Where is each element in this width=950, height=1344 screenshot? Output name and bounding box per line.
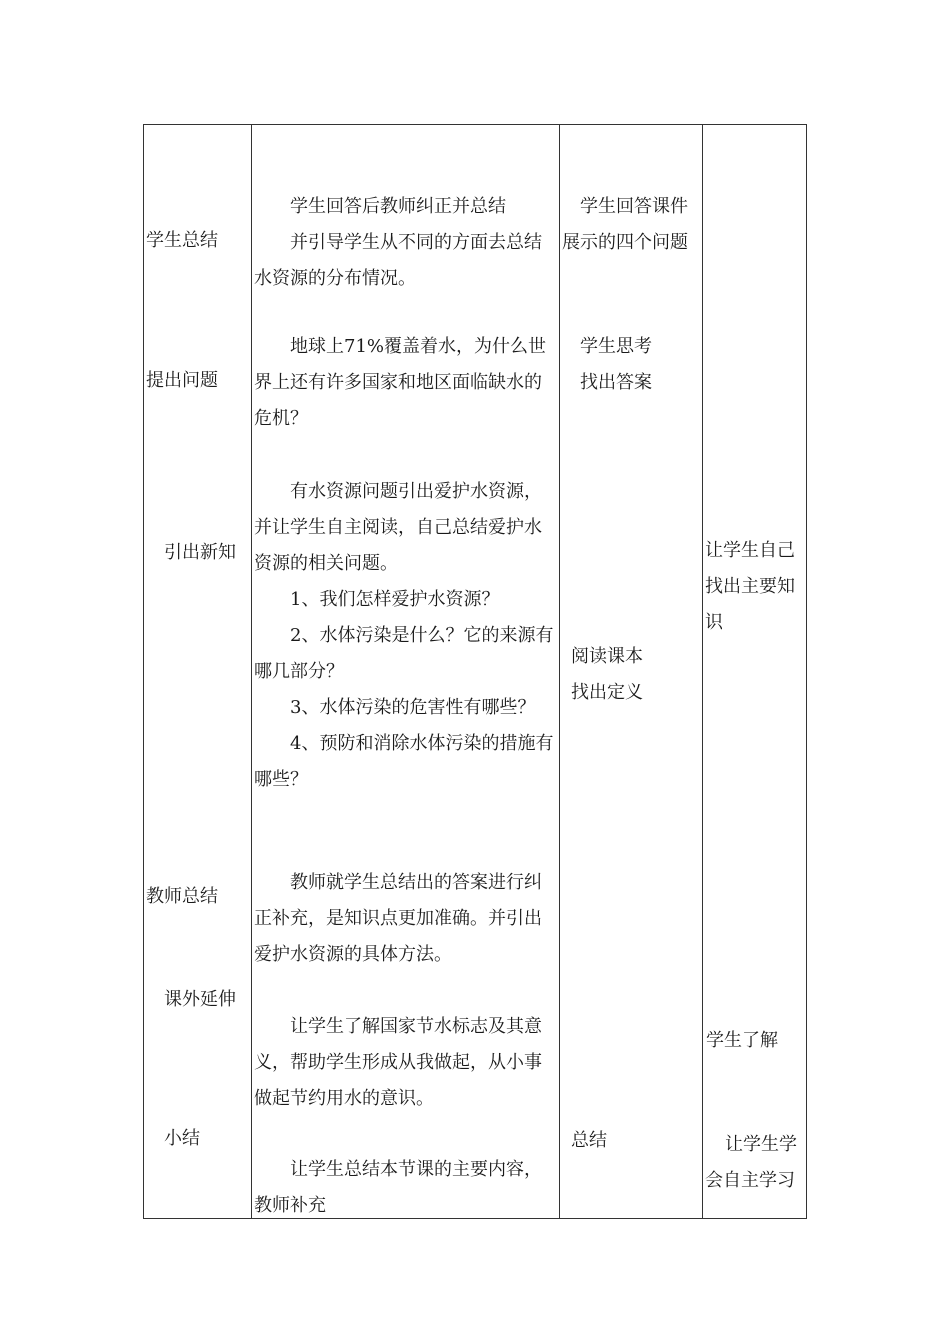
text-line: 哪些？ <box>254 769 308 790</box>
stage-label-conclusion: 小结 <box>164 1128 200 1149</box>
lesson-plan-table <box>143 124 807 1219</box>
text-line: 学生了解 <box>706 1030 778 1051</box>
text-line: 做起节约用水的意识。 <box>254 1088 434 1109</box>
stage-label-extension: 课外延伸 <box>164 989 236 1010</box>
text-line: 找出定义 <box>571 682 643 703</box>
teacher-activity-conclusion <box>254 1152 542 1224</box>
text-line: 会自主学习 <box>705 1170 795 1191</box>
text-line: 总结 <box>571 1130 607 1151</box>
text-line: 爱护水资源的具体方法。 <box>254 944 452 965</box>
text-line: 教师就学生总结出的答案进行纠 <box>290 872 542 893</box>
teacher-activity-extension <box>254 1009 542 1117</box>
student-activity-new-knowledge <box>571 639 643 711</box>
text-line: 教师补充 <box>254 1195 326 1216</box>
text-line: 让学生了解国家节水标志及其意 <box>290 1016 542 1037</box>
stage-label-raise-question: 提出问题 <box>146 370 218 391</box>
student-activity-student-summary <box>562 189 688 261</box>
student-activity-raise-question <box>580 329 652 401</box>
teacher-activity-teacher-summary <box>254 865 542 973</box>
design-intent-extension <box>706 1023 778 1059</box>
text-line: 地球上71%覆盖着水，为什么世 <box>290 336 547 357</box>
text-line: 并让学生自主阅读，自己总结爱护水 <box>254 517 542 538</box>
column-divider <box>251 125 252 1218</box>
text-line: 正补充，是知识点更加准确。并引出 <box>254 908 542 929</box>
text-line: 找出答案 <box>580 372 652 393</box>
text-line: 哪几部分？ <box>254 661 344 682</box>
text-line: 阅读课本 <box>571 646 643 667</box>
teacher-activity-new-knowledge <box>254 474 553 798</box>
text-line: 展示的四个问题 <box>562 232 688 253</box>
design-intent-conclusion <box>705 1127 797 1199</box>
text-line: 3、水体污染的危害性有哪些？ <box>290 697 536 718</box>
column-divider <box>559 125 560 1218</box>
text-line: 1、我们怎样爱护水资源？ <box>290 589 500 610</box>
stage-label-new-knowledge: 引出新知 <box>164 542 236 563</box>
text-line: 界上还有许多国家和地区面临缺水的 <box>254 372 542 393</box>
text-line: 资源的相关问题。 <box>254 553 398 574</box>
text-line: 水资源的分布情况。 <box>254 268 416 289</box>
text-line: 2、水体污染是什么？它的来源有 <box>290 625 554 646</box>
student-activity-conclusion <box>571 1123 607 1159</box>
text-line: 让学生总结本节课的主要内容， <box>290 1159 542 1180</box>
text-line: 有水资源问题引出爱护水资源， <box>290 481 542 502</box>
text-line: 让学生学 <box>725 1134 797 1155</box>
teacher-activity-raise-question <box>254 329 546 437</box>
text-line: 并引导学生从不同的方面去总结 <box>290 232 542 253</box>
text-line: 学生回答后教师纠正并总结 <box>290 196 506 217</box>
column-divider <box>702 125 703 1218</box>
text-line: 义，帮助学生形成从我做起，从小事 <box>254 1052 542 1073</box>
teacher-activity-student-summary <box>254 189 542 297</box>
text-line: 学生思考 <box>580 336 652 357</box>
stage-label-student-summary: 学生总结 <box>146 230 218 251</box>
stage-label-teacher-summary: 教师总结 <box>146 886 218 907</box>
text-line: 危机？ <box>254 408 308 429</box>
text-line: 识 <box>705 612 723 633</box>
text-line: 让学生自己 <box>705 540 795 561</box>
design-intent-new-knowledge <box>705 533 795 641</box>
text-line: 找出主要知 <box>705 576 795 597</box>
text-line: 学生回答课件 <box>580 196 688 217</box>
text-line: 4、预防和消除水体污染的措施有 <box>290 733 554 754</box>
